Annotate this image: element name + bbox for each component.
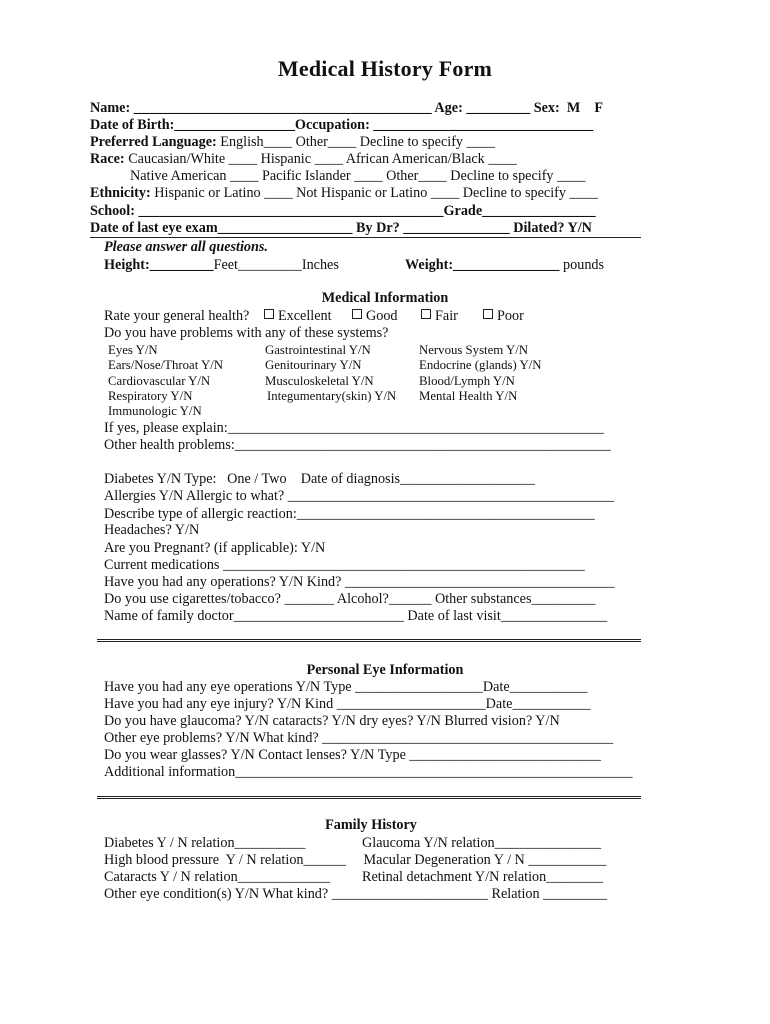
system-gastrointestinal[interactable]: Gastrointestinal Y/N [265,343,371,357]
family-doctor-field[interactable]: Name of family doctor________________________ Date of last visit_______________ [104,608,608,624]
page-title: Medical History Form [277,56,493,81]
system-nervous[interactable]: Nervous System Y/N [419,343,529,357]
eye-information-heading: Personal Eye Information [306,662,464,678]
family-other-eye-field[interactable]: Other eye condition(s) Y/N What kind? ______________________ [104,886,488,902]
divider [90,237,641,238]
pounds-label: pounds [559,257,605,273]
diabetes-field[interactable]: Diabetes Y/N Type: One / Two Date of diagnosis___________________ [104,471,535,487]
other-health-problems-field[interactable]: Other health problems:_____________________________________________________ [104,437,611,453]
ethnicity-options[interactable]: Hispanic or Latino ____ Not Hispanic or Latino ____ Decline to specify ____ [150,185,598,201]
system-immunologic[interactable]: Immunologic Y/N [108,404,202,418]
preferred-language-row[interactable] [90,134,495,151]
system-blood-lymph[interactable]: Blood/Lymph Y/N [419,374,515,388]
weight-blank[interactable]: _______________ [453,257,560,273]
section-divider [97,639,641,642]
checkbox-icon[interactable] [483,309,493,319]
system-eyes[interactable]: Eyes Y/N [108,343,158,357]
height-field[interactable] [104,257,339,274]
ethnicity-label: Ethnicity: [90,185,151,201]
systems-question: Do you have problems with any of these systems? [104,325,389,341]
race-label: Race: [90,151,125,167]
inches-label: Inches [301,257,339,273]
system-integumentary[interactable]: Integumentary(skin) Y/N [267,389,397,403]
instructions-text: Please answer all questions. [104,239,268,255]
race-options-continued[interactable]: Native American ____ Pacific Islander ____ Other____ Decline to specify ____ [130,168,586,184]
eye-operations-field[interactable]: Have you had any eye operations Y/N Type __________________Date___________ [104,679,588,695]
family-glaucoma-field[interactable]: Glaucoma Y/N relation_______________ [362,835,602,851]
system-endocrine[interactable]: Endocrine (glands) Y/N [419,358,542,372]
health-option-poor[interactable]: Poor [483,308,524,325]
system-mental-health[interactable]: Mental Health Y/N [419,389,518,403]
feet-label: Feet [213,257,238,273]
family-blood-pressure-field[interactable]: High blood pressure Y / N relation______ [104,852,347,868]
other-eye-problems-field[interactable]: Other eye problems? Y/N What kind? _________________________________________ [104,730,614,746]
name-age-sex-field[interactable]: Name: __________________________________________ Age: _________ Sex: M F [90,100,604,116]
system-respiratory[interactable]: Respiratory Y/N [108,389,193,403]
additional-info-field[interactable]: Additional information________________________________________________________ [104,764,633,780]
family-diabetes-field[interactable]: Diabetes Y / N relation__________ [104,835,306,851]
family-macular-field[interactable]: Macular Degeneration Y / N ___________ [360,852,607,868]
checkbox-icon[interactable] [352,309,362,319]
language-options[interactable]: English____ Other____ Decline to specify ____ [216,134,495,150]
race-options[interactable]: Caucasian/White ____ Hispanic ____ African American/Black ____ [124,151,517,167]
medications-field[interactable]: Current medications ___________________________________________________ [104,557,585,573]
height-inches-blank[interactable]: _________ [238,257,302,273]
allergic-reaction-field[interactable]: Describe type of allergic reaction:__________________________________________ [104,506,595,522]
operations-field[interactable]: Have you had any operations? Y/N Kind? ______________________________________ [104,574,615,590]
system-cardiovascular[interactable]: Cardiovascular Y/N [108,374,211,388]
race-row[interactable] [90,151,517,168]
pregnant-field[interactable]: Are you Pregnant? (if applicable): Y/N [104,540,326,556]
language-label: Preferred Language: [90,134,217,150]
checkbox-icon[interactable] [421,309,431,319]
allergies-field[interactable]: Allergies Y/N Allergic to what? ______________________________________________ [104,488,615,504]
substances-field[interactable]: Do you use cigarettes/tobacco? _______ Alcohol?______ Other substances_________ [104,591,596,607]
glasses-contacts-field[interactable]: Do you wear glasses? Y/N Contact lenses? Y/N Type ___________________________ [104,747,601,763]
system-musculoskeletal[interactable]: Musculoskeletal Y/N [265,374,374,388]
height-feet-blank[interactable]: _________ [149,257,214,273]
family-cataracts-field[interactable]: Cataracts Y / N relation_____________ [104,869,330,885]
health-option-fair[interactable]: Fair [421,308,458,325]
last-eye-exam-field[interactable]: Date of last eye exam___________________ By Dr? _______________ Dilated? Y/N [90,220,592,236]
weight-label: Weight: [405,257,454,273]
headaches-field[interactable]: Headaches? Y/N [104,522,200,538]
health-option-excellent[interactable]: Excellent [264,308,332,325]
eye-conditions-field[interactable]: Do you have glaucoma? Y/N cataracts? Y/N dry eyes? Y/N Blurred vision? Y/N [104,713,560,729]
section-divider [97,796,641,799]
family-history-heading: Family History [325,817,417,833]
system-genitourinary[interactable]: Genitourinary Y/N [265,358,362,372]
family-other-relation-field[interactable]: Relation _________ [488,886,608,902]
system-ent[interactable]: Ears/Nose/Throat Y/N [108,358,224,372]
height-label: Height: [104,257,150,273]
family-retinal-field[interactable]: Retinal detachment Y/N relation________ [362,869,603,885]
checkbox-icon[interactable] [264,309,274,319]
general-health-question: Rate your general health? [104,308,250,324]
eye-injury-field[interactable]: Have you had any eye injury? Y/N Kind _____________________Date___________ [104,696,591,712]
weight-field[interactable] [405,257,604,274]
medical-information-heading: Medical Information [321,290,449,306]
dob-occupation-field[interactable]: Date of Birth:_________________Occupation: _______________________________ [90,117,594,133]
if-yes-explain-field[interactable]: If yes, please explain:_____________________________________________________ [104,420,604,436]
school-grade-field[interactable]: School: ___________________________________________Grade________________ [90,203,596,219]
ethnicity-row[interactable] [90,185,598,202]
health-option-good[interactable]: Good [352,308,398,325]
